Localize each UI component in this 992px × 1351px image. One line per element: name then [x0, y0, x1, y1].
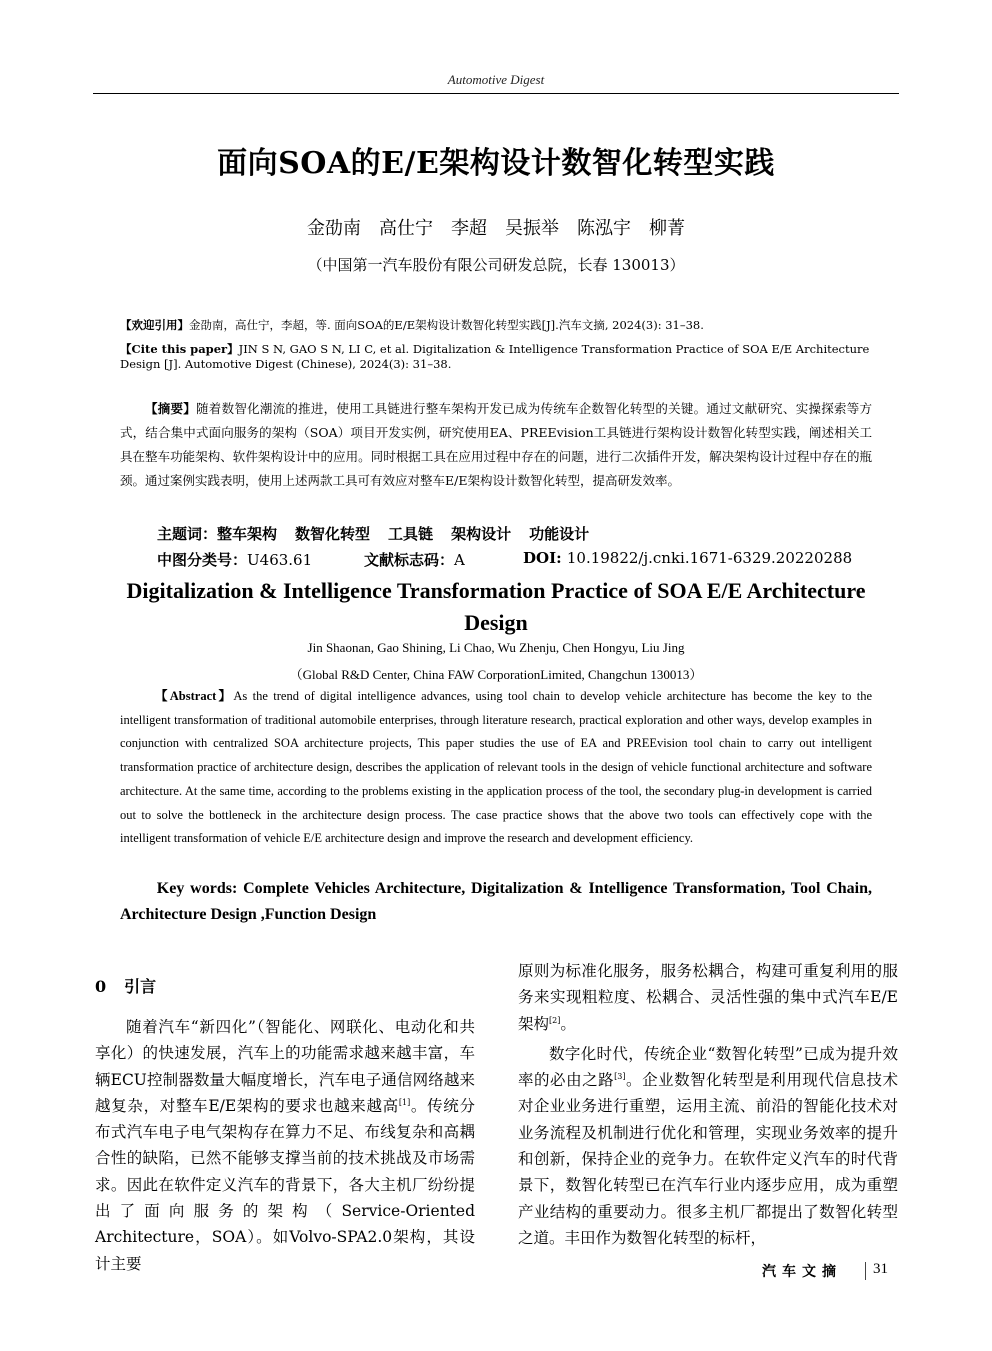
paper-title: 面向SOA的E/E架构设计数智化转型实践: [217, 146, 775, 181]
footer-journal: 汽车文摘: [762, 1264, 842, 1280]
keywords-cn-label: 主题词：: [157, 525, 218, 543]
abstract-en-label: 【Abstract】: [155, 689, 234, 703]
clc-code: [157, 549, 312, 570]
reference-marker[interactable]: [2]: [549, 1015, 561, 1025]
affiliation: （中国第一汽车股份有限公司研发总院，长春 130013）: [307, 256, 685, 274]
citation-en: [120, 342, 872, 372]
keyword-cn: 整车架构: [217, 525, 278, 543]
section-title: 引言: [124, 977, 157, 996]
clc-label: 中图分类号：: [157, 551, 248, 569]
authors: 金劭南 高仕宁 李超 吴振举 陈泓宇 柳菁: [307, 218, 685, 239]
citation-cn: [120, 318, 872, 333]
doc-value: A: [454, 551, 465, 569]
keywords-en: [120, 876, 872, 928]
abstract-en: [120, 685, 872, 851]
abstract-cn-label: 【摘要】: [145, 401, 197, 416]
paragraph: [518, 958, 898, 1037]
doc-code: [364, 549, 465, 570]
paragraph-text: 原则为标准化服务，服务松耦合，构建可重复利用的服务来实现粗粒度、松耦合、灵活性强的集中式汽车E/E架构: [518, 962, 898, 1033]
clc-value: U463.61: [247, 551, 313, 569]
citation-en-text: JIN S N, GAO S N, LI C, et al. Digitalization & Intelligence Transformation Practice of SOA E/E Architecture Design [J]. Automotive Digest (Chinese), 2024(3): 31–38.: [120, 342, 870, 371]
header-rule: [93, 93, 899, 94]
footer-divider: [865, 1262, 866, 1280]
abstract-cn-text: 随着数智化潮流的推进，使用工具链进行整车架构开发已成为传统车企数智化转型的关键。通过文献研究、实操探索等方式，结合集中式面向服务的架构（SOA）项目开发实例，研究使用EA、PREEvision工具链进行架构设计数智化转型实践，阐述相关工具在整车功能架构、软件架构设计中的应用。同时根据工具在应用过程中存在的问题，进行二次插件开发，解决架构设计过程中存在的瓶颈。通过案例实践表明，使用上述两款工具可有效应对整车E/E架构设计数智化转型，提高研发效率。: [120, 401, 872, 488]
keywords-en-label: Key words:: [156, 880, 244, 897]
paper-title-en: Digitalization & Intelligence Transformation Practice of SOA E/E Architecture Design: [126, 578, 866, 635]
paragraph-text: 随着汽车“新四化”（智能化、网联化、电动化和共享化）的快速发展，汽车上的功能需求越来越丰富，车辆ECU控制器数量大幅度增长，汽车电子通信网络越来越复杂，对整车E/E架构的要求也越来越高: [95, 1018, 475, 1115]
authors-en: Jin Shaonan, Gao Shining, Li Chao, Wu Zhenju, Chen Hongyu, Liu Jing: [307, 640, 685, 655]
paragraph-text: 。传统分布式汽车电子电气架构存在算力不足、布线复杂和高耦合性的缺陷，已然不能够支撑当前的技术挑战及市场需求。因此在软件定义汽车的背景下，各大主机厂纷纷提出了面向服务的架构（Service-Oriented Architecture，SOA）。如Volvo-SPA2.0架构，其设计主要: [95, 1096, 475, 1273]
keyword-cn: 架构设计: [451, 525, 512, 543]
affiliation-en: （Global R&D Center, China FAW CorporationLimited, Changchun 130013）: [289, 667, 703, 682]
doi-value: 10.19822/j.cnki.1671-6329.20220288: [566, 549, 853, 567]
paragraph: [518, 1041, 898, 1251]
doc-label: 文献标志码：: [364, 551, 455, 569]
keyword-cn: 功能设计: [529, 525, 590, 543]
keywords-cn: [157, 523, 607, 544]
abstract-en-text: As the trend of digital intelligence advances, using tool chain to develop vehicle architecture has become the key to the intelligent transformation of traditional automobile enterprises, through literature research, practical exploration and other ways, develop examples in conjunction with centralized SOA architecture projects, This paper studies the use of EA and PREEvision tool chain to carry out intelligent transformation practice of architecture design, describes the application of relevant tools in the design of vehicle functional architecture and software architecture. At the same time, according to the problems existing in the application process of the tool, the secondary plug-in development is carried out to solve the bottleneck in the architecture design process. The case practice shows that the above two tools can effectively cope with the intelligent transformation of vehicle E/E architecture design and improve the research and development efficiency.: [120, 689, 873, 846]
body-column-left: [95, 1014, 475, 1277]
paragraph-text: 。企业数智化转型是利用现代信息技术对企业业务进行重塑，运用主流、前沿的智能化技术对业务流程及机制进行优化和管理，实现业务效率的提升和创新，保持企业的竞争力。在软件定义汽车的时代背景下，数智化转型已在汽车行业内逐步应用，成为重塑产业结构的重要动力。很多主机厂都提出了数智化转型之道。丰田作为数智化转型的标杆，: [518, 1071, 898, 1247]
journal-header: Automotive Digest: [447, 72, 545, 87]
citation-cn-label: 【欢迎引用】: [120, 318, 189, 332]
section-heading: [95, 974, 156, 997]
citation-cn-text: 金劭南，高仕宁，李超，等. 面向SOA的E/E架构设计数智化转型实践[J].汽车文摘, 2024(3): 31–38.: [189, 318, 704, 332]
body-column-right: [518, 958, 898, 1251]
keyword-cn: 工具链: [388, 525, 434, 543]
doi: [523, 549, 852, 567]
paragraph: [95, 1014, 475, 1277]
page-number: 31: [873, 1261, 888, 1277]
section-number: 0: [95, 977, 107, 996]
reference-marker[interactable]: [1]: [398, 1097, 411, 1107]
paragraph-text: 数字化时代，传统企业“数智化转型”已成为提升效率的必由之路: [518, 1044, 898, 1090]
paragraph-text: 。: [560, 1014, 576, 1033]
keyword-cn: 数智化转型: [295, 525, 371, 543]
abstract-cn: [120, 397, 872, 493]
keywords-en-text: Complete Vehicles Architecture, Digitalization & Intelligence Transformation, Tool Chain, Architecture Design ,Function Design: [120, 880, 872, 923]
doi-label: DOI:: [523, 549, 567, 567]
reference-marker[interactable]: [3]: [614, 1072, 626, 1082]
citation-en-label: 【Cite this paper】: [120, 342, 239, 356]
